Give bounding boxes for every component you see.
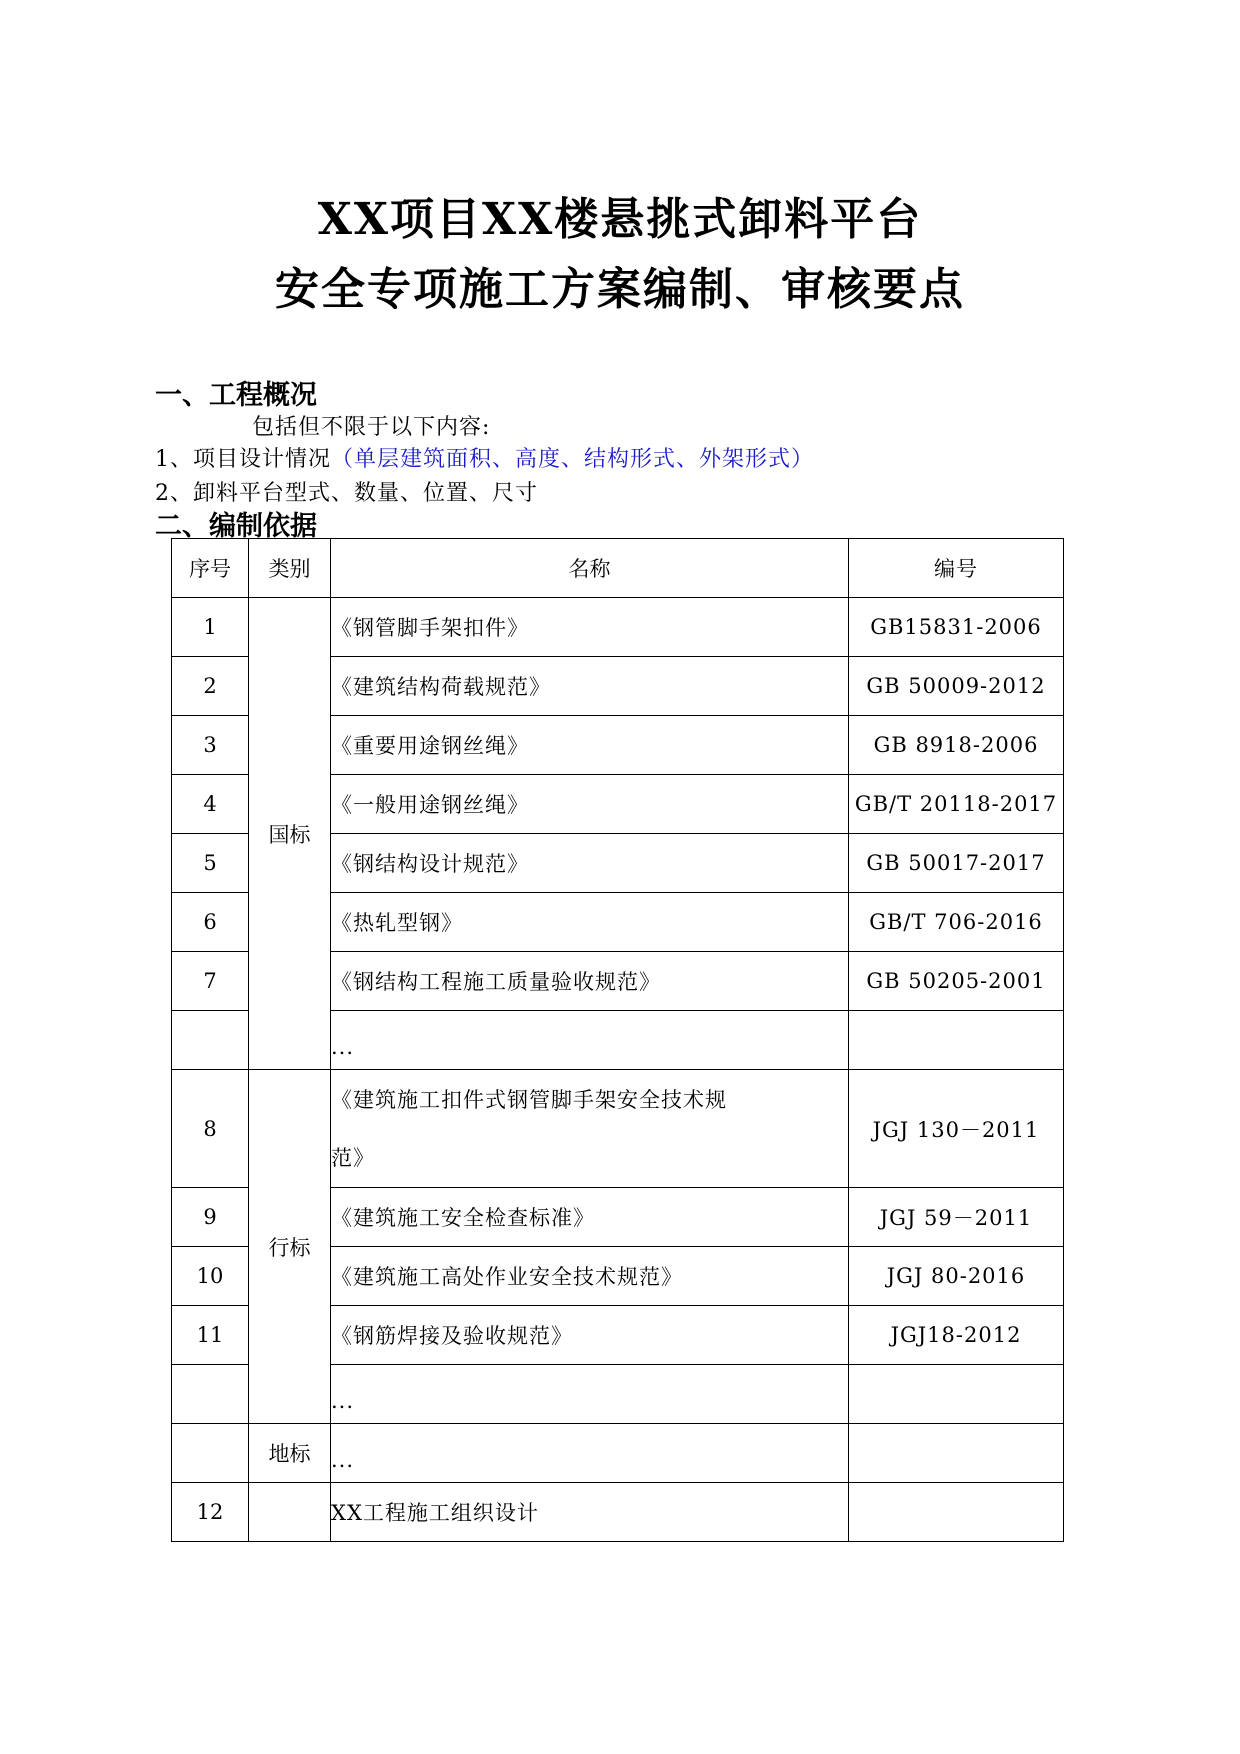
header-category: 类别 <box>249 539 331 598</box>
row-name-line-2: 范》 <box>331 1145 375 1170</box>
row-name: 《一般用途钢丝绳》 <box>331 775 849 834</box>
row-no: 11 <box>172 1306 249 1365</box>
document-title-line-2: 安全专项施工方案编制、审核要点 <box>275 264 965 315</box>
row-code: GB 50009-2012 <box>849 657 1064 716</box>
row-code: JGJ18-2012 <box>849 1306 1064 1365</box>
table-row <box>172 1070 1064 1188</box>
row-code <box>849 1483 1064 1542</box>
row-name-ellipsis <box>331 1424 849 1483</box>
compilation-basis-table <box>171 538 1064 1542</box>
overview-item-1-note: （单层建筑面积、高度、结构形式、外架形式） <box>331 447 815 472</box>
row-name: 《建筑施工安全检查标准》 <box>331 1188 849 1247</box>
row-name: 《钢结构设计规范》 <box>331 834 849 893</box>
table-header-row <box>172 539 1064 598</box>
row-name: 《重要用途钢丝绳》 <box>331 716 849 775</box>
row-name: 《建筑结构荷载规范》 <box>331 657 849 716</box>
row-code <box>849 1011 1064 1070</box>
category-local: 地标 <box>249 1424 331 1483</box>
row-no: 8 <box>172 1070 249 1188</box>
category-empty <box>249 1483 331 1542</box>
table-row <box>172 1483 1064 1542</box>
ellipsis-text: ... <box>331 1389 355 1413</box>
row-name: 《钢筋焊接及验收规范》 <box>331 1306 849 1365</box>
row-name-ellipsis <box>331 1011 849 1070</box>
row-code <box>849 1365 1064 1424</box>
row-no: 5 <box>172 834 249 893</box>
header-no: 序号 <box>172 539 249 598</box>
overview-item-1 <box>155 442 814 473</box>
row-no <box>172 1365 249 1424</box>
row-no: 3 <box>172 716 249 775</box>
row-name-ellipsis <box>331 1365 849 1424</box>
row-no: 6 <box>172 893 249 952</box>
overview-item-2: 2、卸料平台型式、数量、位置、尺寸 <box>155 481 538 506</box>
row-no: 12 <box>172 1483 249 1542</box>
row-no: 9 <box>172 1188 249 1247</box>
overview-item-1-text: 1、项目设计情况 <box>155 447 331 472</box>
row-name: 《热轧型钢》 <box>331 893 849 952</box>
section-intro-text: 包括但不限于以下内容: <box>252 415 491 440</box>
category-national: 国标 <box>249 598 331 1070</box>
table-row <box>172 598 1064 657</box>
section-heading-project-overview: 一、工程概况 <box>155 380 317 411</box>
category-industry: 行标 <box>249 1070 331 1424</box>
row-name: 《建筑施工高处作业安全技术规范》 <box>331 1247 849 1306</box>
table-row <box>172 1424 1064 1483</box>
row-code: GB 8918-2006 <box>849 716 1064 775</box>
header-code: 编号 <box>849 539 1064 598</box>
row-name: 《钢结构工程施工质量验收规范》 <box>331 952 849 1011</box>
row-no: 2 <box>172 657 249 716</box>
document-title-line-1: XX项目XX楼悬挑式卸料平台 <box>317 194 923 245</box>
row-code: GB 50205-2001 <box>849 952 1064 1011</box>
row-code: GB 50017-2017 <box>849 834 1064 893</box>
row-name <box>331 1070 849 1188</box>
header-name: 名称 <box>331 539 849 598</box>
row-no: 1 <box>172 598 249 657</box>
row-name: 《钢管脚手架扣件》 <box>331 598 849 657</box>
ellipsis-text: ... <box>331 1035 355 1059</box>
row-code: JGJ 59－2011 <box>849 1188 1064 1247</box>
section-heading-compilation-basis: 二、编制依据 <box>155 511 317 542</box>
row-name-line-1: 《建筑施工扣件式钢管脚手架安全技术规 <box>331 1087 727 1112</box>
ellipsis-text: ... <box>331 1448 355 1472</box>
row-code <box>849 1424 1064 1483</box>
row-no: 10 <box>172 1247 249 1306</box>
row-no <box>172 1011 249 1070</box>
row-code: JGJ 80-2016 <box>849 1247 1064 1306</box>
row-name: XX工程施工组织设计 <box>331 1483 849 1542</box>
row-no: 4 <box>172 775 249 834</box>
row-no: 7 <box>172 952 249 1011</box>
row-code: GB/T 706-2016 <box>849 893 1064 952</box>
row-no <box>172 1424 249 1483</box>
row-code: GB15831-2006 <box>849 598 1064 657</box>
row-code: JGJ 130－2011 <box>849 1070 1064 1188</box>
row-code: GB/T 20118-2017 <box>849 775 1064 834</box>
